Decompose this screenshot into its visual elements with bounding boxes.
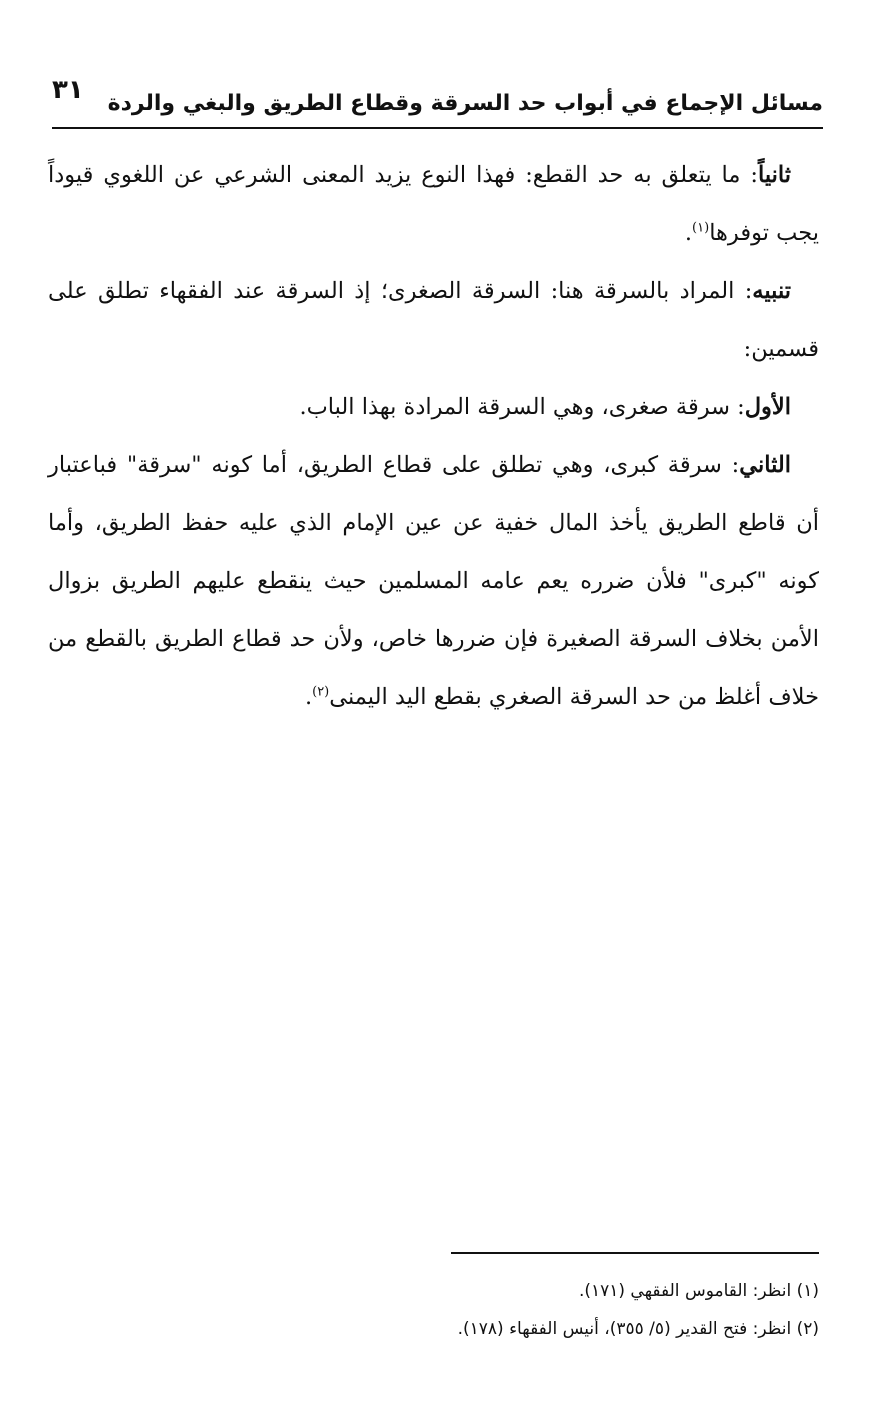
paragraph-text: : المراد بالسرقة هنا: السرقة الصغرى؛ إذ السرقة عند الفقهاء تطلق على قسمين: <box>48 278 819 362</box>
paragraph-note <box>48 262 819 378</box>
footnote-rule <box>451 1252 819 1254</box>
paragraph-tail: . <box>684 220 693 246</box>
page-number: ٣١ <box>52 75 84 105</box>
footnote-2: (٢) انظر: فتح القدير (٥/ ٣٥٥)، أنيس الفقهاء (١٧٨). <box>457 1319 819 1339</box>
paragraph-lead: الثاني <box>739 452 791 478</box>
paragraph-text: : سرقة صغرى، وهي السرقة المرادة بهذا الباب. <box>299 394 745 420</box>
paragraph-lead: تنبيه <box>752 278 791 304</box>
paragraph-lead: الأول <box>744 394 791 420</box>
paragraph-tail: . <box>304 684 313 710</box>
footnote-1: (١) انظر: القاموس الفقهي (١٧١). <box>578 1281 819 1301</box>
paragraph-text: : سرقة كبرى، وهي تطلق على قطاع الطريق، أما كونه "سرقة" فباعتبار أن قاطع الطريق يأخذ المال خفية عن عين الإمام الذي عليه حفظ الطريق، وأما كونه "كبرى" فلأن ضرره يعم عامه المسلمين حيث ينقطع عليهم الطريق بزوال الأمن بخلاف السرقة الصغيرة فإن ضررها خاص، ولأن حد قطاع الطريق بالقطع من خلاف أغلظ من حد السرقة الصغري بقطع اليد اليمنى <box>48 452 819 710</box>
header-rule <box>52 127 823 129</box>
running-header <box>52 72 823 124</box>
footnote-marker: (١) <box>692 220 710 236</box>
paragraph-second-type <box>48 436 819 726</box>
footnotes <box>60 1272 819 1348</box>
paragraph-first-type <box>48 378 819 436</box>
paragraph-lead: ثانياً <box>757 162 791 188</box>
paragraph-second <box>48 146 819 262</box>
header-title: مسائل الإجماع في أبواب حد السرقة وقطاع الطريق والبغي والردة <box>107 91 823 116</box>
body-text <box>48 146 819 726</box>
paragraph-text: : ما يتعلق به حد القطع: فهذا النوع يزيد المعنى الشرعي عن اللغوي قيوداً يجب توفرها <box>48 162 819 246</box>
footnote-marker: (٢) <box>312 684 330 700</box>
